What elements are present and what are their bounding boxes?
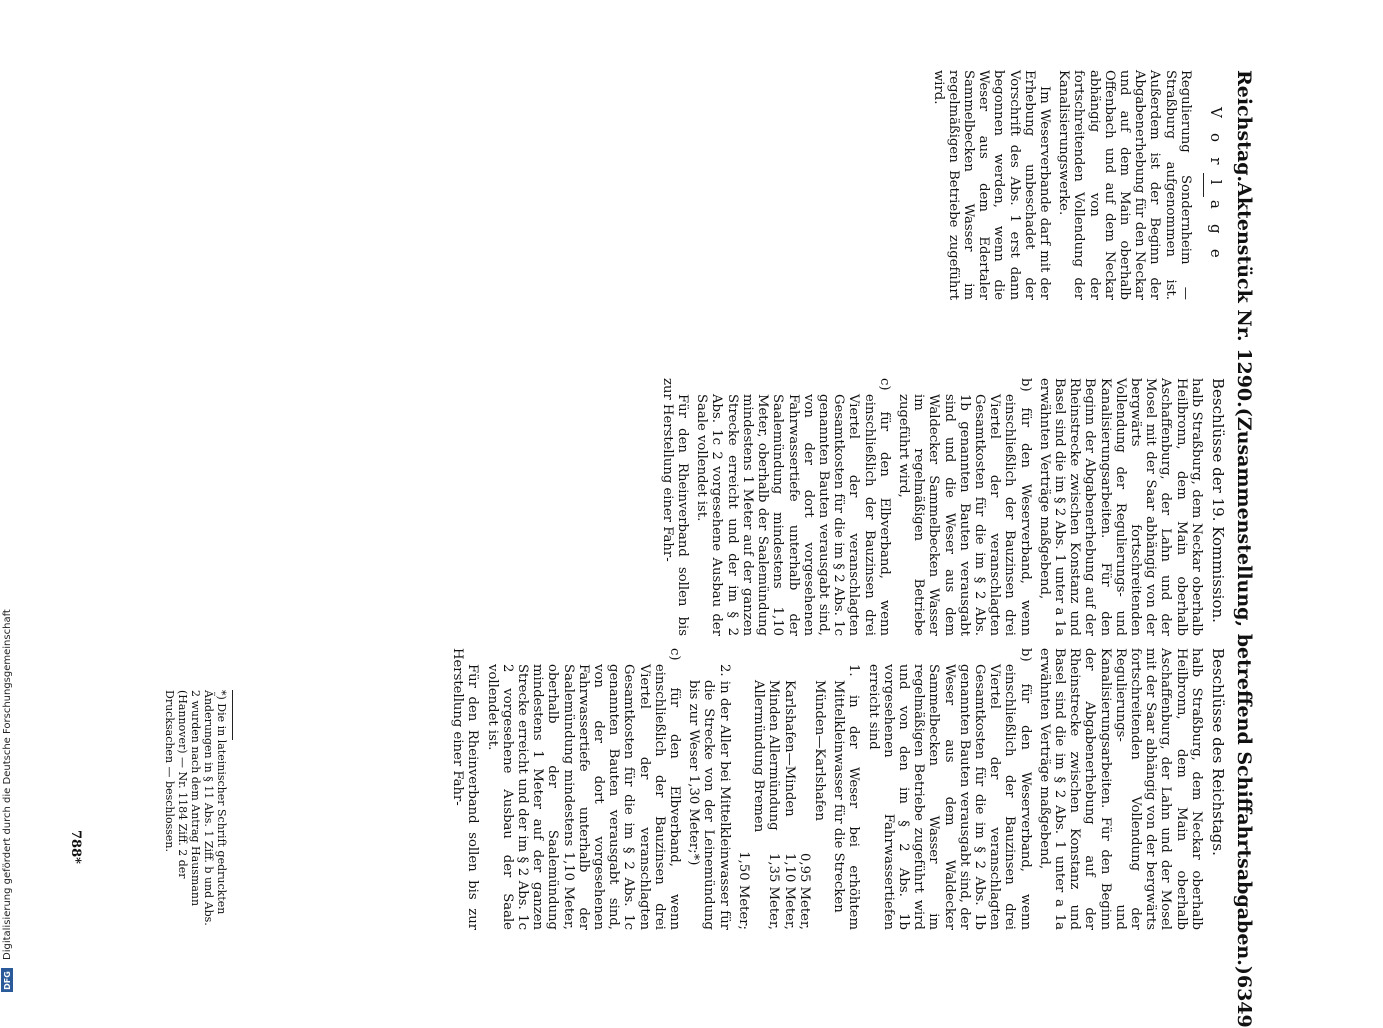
footnote-divider bbox=[232, 690, 233, 740]
kommission-paragraph-last: Für den Rheinverband sollen bis zur Herstellung einer Fahr- bbox=[659, 378, 691, 636]
reichstag-paragraph-1: halb Straßburg, dem Neckar oberhalb Heilbronn, dem Main oberhalb Aschaffenburg, der Lahn und der Mosel mit der Saar abhängig von der bergwärts fortschreitenden Vollendung der Regulierungs- und Kanalisierungsarbeiten. Für den Beginn der Abgabenerhebung auf der Rheinstrecke zwischen Konstanz und Basel sind die im § 2 Abs. 1 unter a 1a erwähnten Verträge maßgebend, bbox=[1036, 648, 1204, 930]
vorlage-paragraph-1: Regulierung Sondernheim — Straßburg aufgenommen ist. Außerdem ist der Beginn der Abgabenerhebung für den Neckar und auf dem Main oberhalb Offenbach und auf dem Neckar abhängig von der fortschreitenden Vollendung der Kanalisierungswerke. bbox=[1056, 70, 1193, 300]
route-value: 1,50 Meter; bbox=[735, 851, 751, 930]
footnote-text: *) Die in lateinischer Schrift gedruckten Änderungen in § 11 Abs. 1 Ziff. b und Abs. 2 wurden nach dem Antrag Hausmann (Hannover) — Nr. 1184 Ziff. 2 der Drucksachen — beschlossen. bbox=[163, 690, 228, 926]
page-header bbox=[1233, 70, 1255, 1028]
route-table bbox=[736, 680, 827, 930]
item-b-text: für den Weserverband, wenn einschließlich der Bauzinsen drei Viertel der veranschlagten Gesamtkosten für die im § 2 Abs. 1b genannten Bauten verausgabt sind und die Weser aus dem Waldecker Sammelbecken Wasser im regelmäßigen Betriebe zugeführt wird, bbox=[895, 394, 1033, 636]
kommission-item-b bbox=[896, 378, 1033, 636]
reichstag-list-1: 1. in der Weser bei erhöhtem Mittelkleinwasser für die Strecken bbox=[831, 664, 862, 930]
reichstag-item-c bbox=[484, 648, 682, 930]
footnote bbox=[163, 690, 233, 930]
item-b-marker: b) bbox=[1017, 378, 1033, 392]
header-right: (Zusammenstellung, betreffend Schiffahrtsabgaben.) bbox=[1233, 407, 1255, 975]
route-value: 1,10 Meter, bbox=[781, 852, 797, 930]
header-left: Reichstag. bbox=[1233, 70, 1255, 183]
funding-notice: Digitalisierung gefördert durch die Deutsche Forschungsgemeinschaft bbox=[2, 609, 13, 960]
route-row bbox=[766, 680, 781, 930]
route-value: 0,95 Meter, bbox=[796, 852, 812, 930]
title-divider bbox=[1203, 173, 1204, 197]
dfg-logo-icon bbox=[1, 968, 13, 992]
sheet-mark: 788* bbox=[68, 830, 83, 864]
route-label: Karlshafen—Minden bbox=[781, 680, 797, 817]
route-row bbox=[751, 680, 766, 930]
reichstag-list-2: 2. in der Aller bei Mittelkleinwasser für die Strecke von der Leinemündung bis zur Weser 1,30 Meter;*) bbox=[686, 664, 732, 930]
column-vorlage-title: V o r l a g e bbox=[1207, 106, 1225, 264]
kommission-paragraph-1: halb Straßburg, dem Neckar oberhalb Heilbronn, dem Main oberhalb Aschaffenburg, der Lahn und der Mosel mit der Saar abhängig von der bergwärts fortschreitenden Vollendung der Regulierungs- und Kanalisierungsarbeiten. Für den Beginn der Abgabenerhebung auf der Rheinstrecke zwischen Konstanz und Basel sind die im § 2 Abs. 1 unter a 1a erwähnten Verträge maßgebend, bbox=[1036, 378, 1204, 636]
header-middle: Aktenstück Nr. 1290. bbox=[1233, 182, 1255, 408]
item-c-text: für den Elbverband, wenn einschließlich der Bauzinsen drei Viertel der veranschlagten Gesamtkosten für die im § 2 Abs. 1c genannten Bauten verausgabt sind, von der dort vorgesehenen Fahrwassertiefe unterhalb der Saalemündung mindestens 1,10 Meter, oberhalb der Saalemündung mindestens 1 Meter auf der ganzen Strecke erreicht und der im § 2 Abs. 1c 2 vorgesehene Ausbau der Saale vollendet ist. bbox=[484, 664, 683, 930]
page-number: 6349 bbox=[1233, 974, 1255, 1028]
reichstag-paragraph-last: Für den Rheinverband sollen bis zur Herstellung einer Fahr- bbox=[450, 648, 481, 930]
item-c-marker: c) bbox=[667, 648, 683, 661]
route-value: 1,35 Meter, bbox=[766, 852, 782, 930]
reichstag-item-b bbox=[865, 648, 1032, 930]
item-b-marker: b) bbox=[1017, 648, 1033, 662]
column-reichstag bbox=[446, 648, 1225, 930]
column-vorlage bbox=[926, 70, 1223, 300]
kommission-item-c bbox=[694, 378, 892, 636]
item-c-text: für den Elbverband, wenn einschließlich der Bauzinsen drei Viertel der veranschlagten Gesamtkosten für die im § 2 Abs. 1c genannten Bauten verausgabt sind, von der dort vorgesehenen Fahrwassertiefe unterhalb der Saalemündung mindestens 1,10 Meter, oberhalb der Saalemündung mindestens 1 Meter auf der ganzen Strecke erreicht und der im § 2 Abs. 1c 2 vorgesehene Ausbau der Saale vollendet ist. bbox=[694, 394, 892, 636]
route-label: Allermündung Bremen bbox=[751, 680, 767, 833]
column-reichstag-title: Beschlüsse des Reichstags. bbox=[1209, 648, 1227, 856]
route-row bbox=[781, 680, 796, 930]
route-label: Minden Allermündung bbox=[766, 680, 782, 831]
item-c-marker: c) bbox=[876, 378, 892, 391]
item-b-text: für den Weserverband, wenn einschließlich der Bauzinsen drei Viertel der veranschlagten Gesamtkosten für die im § 2 Abs. 1b genannten Bauten verausgabt sind, der Weser aus dem Waldecker Sammelbecken Wasser im regelmäßigen Betriebe zugeführt wird und von den im § 2 Abs. 1b vorgesehenen Fahrwassertiefen erreicht sind bbox=[865, 664, 1033, 930]
route-row bbox=[812, 680, 827, 930]
vorlage-paragraph-2: Im Weserverbande darf mit der Erhebung unbeschadet der Vorschrift des Abs. 1 erst dann begonnen werden, wenn die Weser aus dem Edertaler Sammelbecken Wasser im regelmäßigen Betriebe zugeführt wird. bbox=[930, 70, 1052, 300]
digitization-sidebar bbox=[0, 0, 14, 1000]
route-label: Münden—Karlshafen bbox=[811, 680, 827, 821]
column-kommission bbox=[656, 378, 1225, 636]
column-kommission-title: Beschlüsse der 19. Kommission. bbox=[1209, 378, 1227, 623]
dfg-logo-text: DFG bbox=[2, 970, 12, 990]
